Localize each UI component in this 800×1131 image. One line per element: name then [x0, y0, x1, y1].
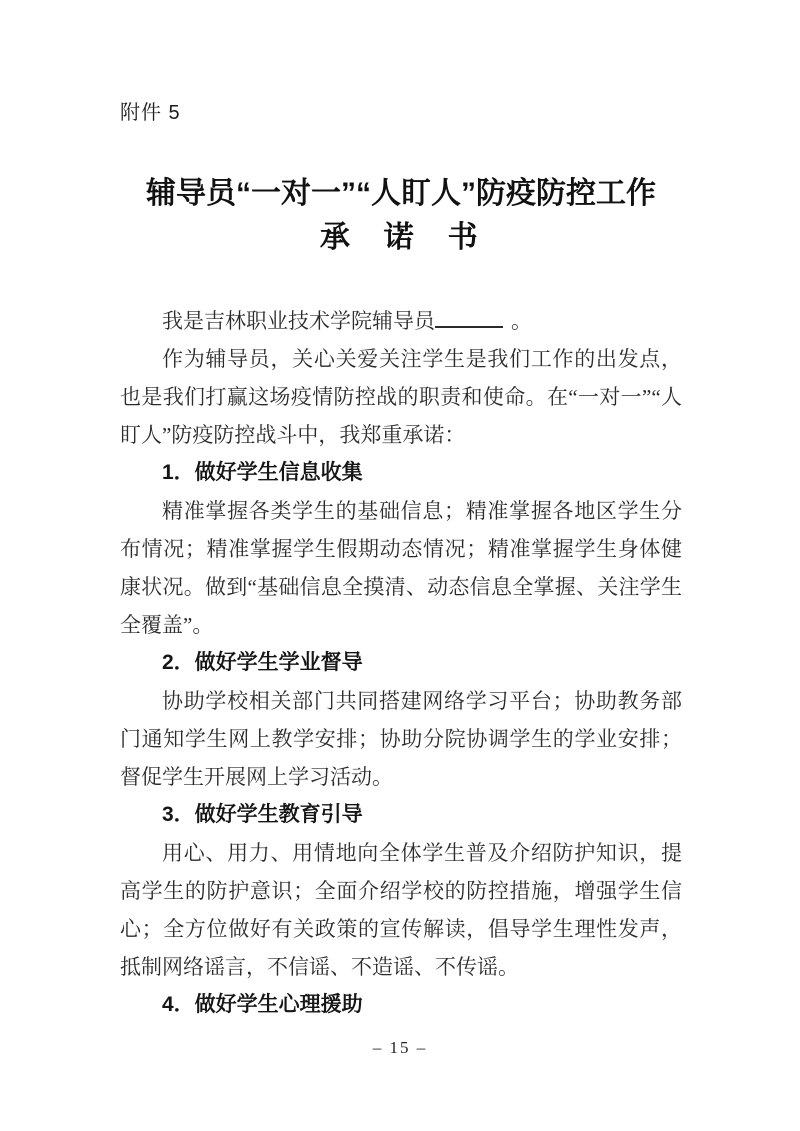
section-3-body: 用心、用力、用情地向全体学生普及介绍防护知识，提高学生的防护意识；全面介绍学校的防控措施，增强学生信心；全方位做好有关政策的宣传解读，倡导学生理性发声，抵制网络谣言，不信谣、不造谣、不传谣。	[120, 841, 682, 979]
page-number: – 15 –	[372, 1038, 428, 1057]
section-3-heading: 3．做好学生教育引导	[162, 803, 363, 826]
section-1-body: 精准掌握各类学生的基础信息；精准掌握各地区学生分布情况；精准掌握学生假期动态情况；精准掌握学生身体健康状况。做到“基础信息全摸清、动态信息全掌握、关注学生全覆盖”。	[120, 499, 682, 637]
document-body	[120, 100, 682, 1024]
document-title-line1: 辅导员“一对一”“人盯人”防疫防控工作	[146, 177, 656, 210]
section-2-heading: 2．做好学生学业督导	[162, 651, 363, 674]
section-4-heading: 4．做好学生心理援助	[162, 993, 363, 1016]
opening-prefix: 我是吉林职业技术学院辅导员	[162, 309, 435, 333]
document-title	[120, 172, 682, 260]
document-title-line2: 承 诺 书	[319, 221, 483, 254]
attachment-label: 附件 5	[120, 102, 181, 124]
fill-in-blank-line	[435, 305, 503, 328]
opening-suffix: 。	[511, 309, 532, 333]
opening-paragraph	[120, 302, 682, 340]
document-text	[120, 302, 682, 1024]
intro-paragraph: 作为辅导员，关心关爱关注学生是我们工作的出发点，也是我们打赢这场疫情防控战的职责和使命。在“一对一”“人盯人”防疫防控战斗中，我郑重承诺：	[120, 347, 682, 447]
section-2-body: 协助学校相关部门共同搭建网络学习平台；协助教务部门通知学生网上教学安排；协助分院协调学生的学业安排；督促学生开展网上学习活动。	[120, 689, 682, 789]
section-1-heading: 1．做好学生信息收集	[162, 461, 363, 484]
